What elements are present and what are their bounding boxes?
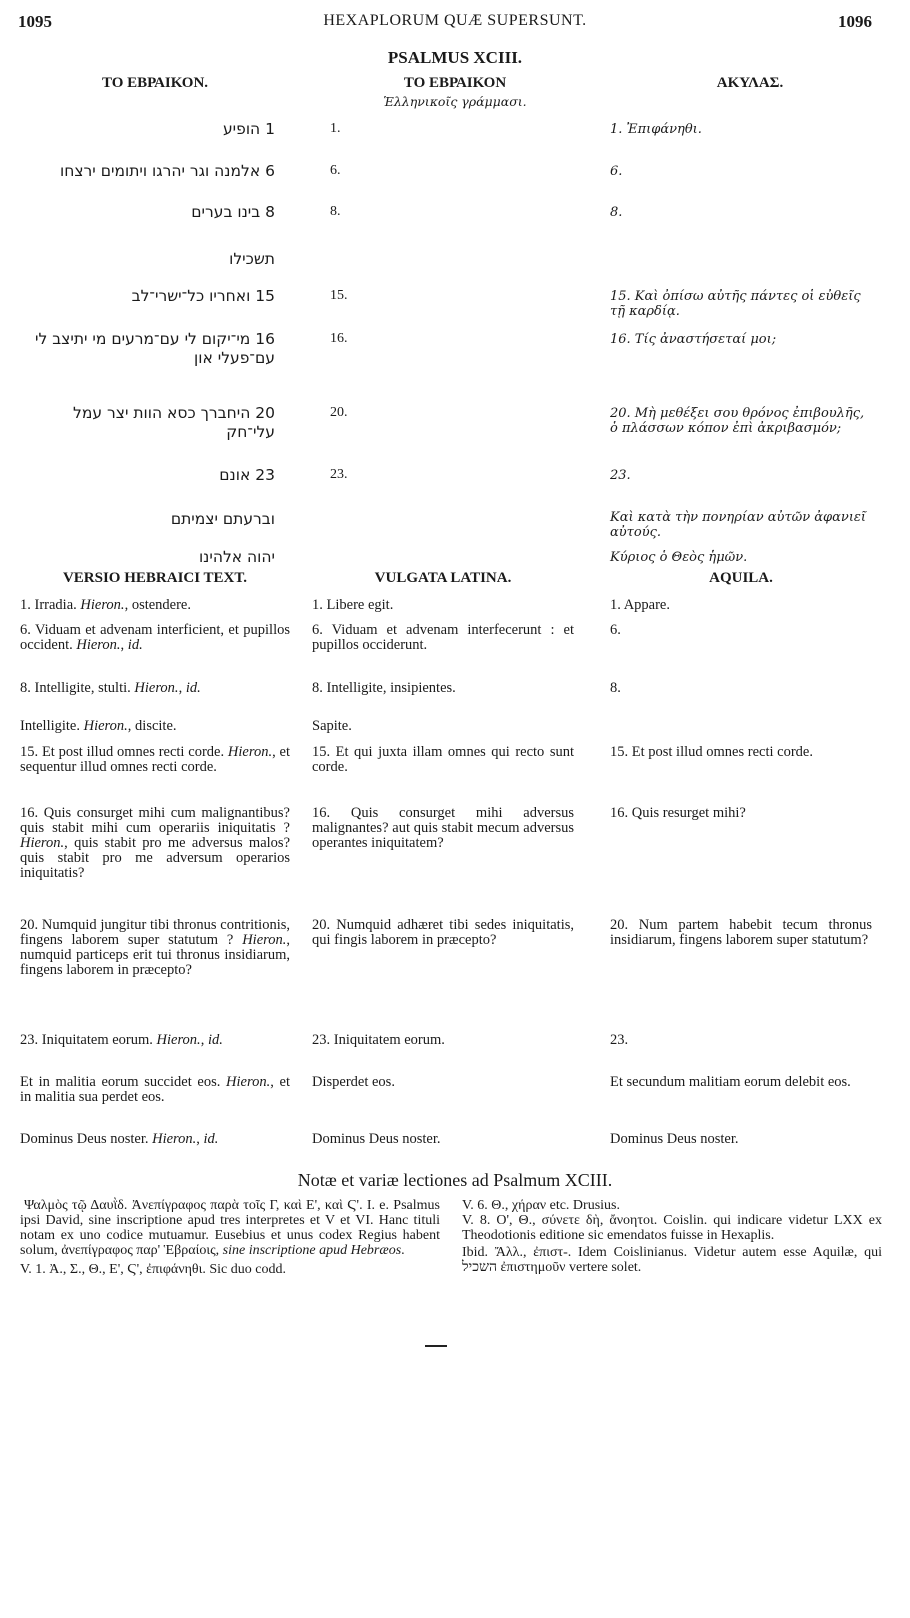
aquila-cell: 1. Appare. [610,597,670,613]
aquila-greek: 6. [610,164,623,179]
aquila-greek: 23. [610,468,631,483]
psalm-title: PSALMUS XCIII. [387,48,523,67]
col-header-vulgata: VULGATA LATINA. [374,570,512,586]
versio-cell: Dominus Deus noster. Hieron., id. [20,1131,219,1147]
closing-dash [425,1345,447,1347]
vulgata-cell: 16. Quis consurget mihi adversus malignantes? aut quis stabit mecum adversus operantes iniquitatem? [312,805,574,851]
aquila-greek: 8. [610,205,623,220]
page-number-left: 1095 [18,12,52,31]
verse-number: 15. [330,288,348,303]
vulgata-cell: 20. Numquid adhæret tibi sedes iniquitatis, qui fingis laborem in præcepto? [312,917,574,948]
aquila-greek: 1. Ἐπιφάνηθι. [610,122,702,137]
col-header-akylas: ΑΚΥΛΑΣ. [716,75,784,91]
hebrew-line: 23 אונם [219,466,275,484]
versio-cell: 15. Et post illud omnes recti corde. Hieron., et sequentur illud omnes recti corde. [20,744,290,775]
running-title: HEXAPLORUM QUÆ SUPERSUNT. [323,12,587,29]
versio-cell: Et in malitia eorum succidet eos. Hieron., et in malitia sua perdet eos. [20,1074,290,1105]
note-paragraph: Ibid. Ἄλλ., ἐπιστ-. Idem Coislinianus. Videtur autem esse Aquilæ, qui השכיל ἐπιστημοῦν vertere solet. [462,1245,882,1275]
aquila-greek: Καὶ κατὰ τὴν πονηρίαν αὐτῶν ἀφανιεῖ αὐτούς. [610,510,867,540]
aquila-cell: Et secundum malitiam eorum delebit eos. [610,1074,851,1090]
versio-cell: 20. Numquid jungitur tibi thronus contritionis, fingens laborem super statutum ? Hieron., numquid particeps erit tui thronus insidiarum, fingens laborem in præcepto? [20,917,290,978]
notes-right-column [462,1198,882,1275]
verse-number: 16. [330,331,348,346]
notes-title: Notæ et variæ lectiones ad Psalmum XCIII. [297,1170,613,1190]
col-header-hebraikon: ΤΟ ΕΒΡΑΙΚΟΝ. [101,75,209,91]
aquila-greek: 16. Τίς ἀναστήσεταί μοι; [610,332,777,347]
hebrew-line: 15 ואחריו כל־ישרי־לב [131,287,275,305]
note-paragraph: Ψαλμὸς τῷ Δαυῒδ. Ἀνεπίγραφος παρὰ τοῖς Γ, καὶ Ε', καὶ Ϛ'. I. e. Psalmus ipsi David, sine inscriptione apud tres interpretes et V et VI. Hanc tituli notam ex uno codice mutuamur. Eusebius et unus codex Regius habent solum, ἀνεπίγραφος παρ' Ἑβραίοις, sine inscriptione apud Hebræos. [20,1198,440,1258]
verse-number: 23. [330,467,348,482]
verse-number: 1. [330,121,341,136]
aquila-cell: 16. Quis resurget mihi? [610,805,746,821]
verse-number: 6. [330,163,341,178]
col-header-aquila: AQUILA. [709,570,773,586]
versio-cell: 1. Irradia. Hieron., ostendere. [20,597,191,613]
vulgata-cell: 23. Iniquitatem eorum. [312,1032,445,1048]
aquila-greek: 15. Καὶ ὀπίσω αὐτῆς πάντες οἱ εὐθεῖς τῇ καρδίᾳ. [610,289,861,319]
aquila-cell: 23. [610,1032,629,1048]
note-paragraph: V. 8. Ο', Θ., σύνετε δὴ, ἄνοητοι. Coislin. qui indicare videtur LXX ex Theodotionis editione sic emendatos fuisse in Hexaplis. [462,1213,882,1243]
versio-cell: 16. Quis consurget mihi cum malignantibus? quis stabit mihi cum operariis iniquitatis ? Hieron., quis stabit pro me adversus malos? quis stabit pro me adversum operarios iniquitatis? [20,805,290,881]
vulgata-cell: Dominus Deus noster. [312,1131,441,1147]
versio-cell: 6. Viduam et advenam interficient, et pupillos occident. Hieron., id. [20,622,290,653]
aquila-cell: Dominus Deus noster. [610,1131,739,1147]
page-number-right: 1096 [838,12,872,31]
verse-number: 20. [330,405,348,420]
hebrew-line: יהוה אלהינו [198,548,275,566]
aquila-greek: Κύριος ὁ Θεὸς ἡμῶν. [610,550,748,565]
aquila-cell: 15. Et post illud omnes recti corde. [610,744,813,760]
hebrew-line: 20 היחברך כסא הוות יצר עמל עלי־חק [73,404,275,441]
hebrew-line: 16 מי־יקום לי עם־מרעים מי יתיצב לי עם־פעלי און [35,330,275,367]
col-header-versio: VERSIO HEBRAICI TEXT. [62,570,248,586]
aquila-cell: 8. [610,680,621,696]
hebrew-line: 8 בינו בערים [191,203,275,221]
col-subtitle: Ἑλληνικοῖς γράμμασι. [383,94,527,109]
hebrew-line: תשכילו [229,250,275,268]
vulgata-cell: Sapite. [312,718,352,734]
hebrew-line: 1 הופיע [222,120,275,138]
versio-cell: Intelligite. Hieron., discite. [20,718,177,734]
versio-cell: 8. Intelligite, stulti. Hieron., id. [20,680,201,696]
hebrew-line: וברעתם יצמיתם [170,510,275,528]
col-header-hebraikon-greek: ΤΟ ΕΒΡΑΙΚΟΝ [403,75,507,91]
notes-left-column [20,1198,440,1277]
vulgata-cell: 15. Et qui juxta illam omnes qui recto sunt corde. [312,744,574,775]
vulgata-cell: 1. Libere egit. [312,597,394,613]
vulgata-cell: Disperdet eos. [312,1074,395,1090]
vulgata-cell: 8. Intelligite, insipientes. [312,680,456,696]
note-paragraph: V. 6. Θ., χήραν etc. Drusius. [462,1198,620,1213]
note-paragraph: V. 1. Ἀ., Σ., Θ., Ε', Ϛ', ἐπιφάνηθι. Sic duo codd. [20,1262,286,1277]
aquila-cell: 6. [610,622,621,638]
versio-cell: 23. Iniquitatem eorum. Hieron., id. [20,1032,223,1048]
aquila-greek: 20. Μὴ μεθέξει σου θρόνος ἐπιβουλῆς, ὁ πλάσσων κόπον ἐπὶ ἀκριβασμόν; [610,406,865,436]
hebrew-line: 6 אלמנה וגר יהרגו ויתומים ירצחו [60,162,275,180]
aquila-cell: 20. Num partem habebit tecum thronus insidiarum, fingens laborem super statutum? [610,917,872,948]
vulgata-cell: 6. Viduam et advenam interfecerunt : et pupillos occiderunt. [312,622,574,653]
verse-number: 8. [330,204,341,219]
